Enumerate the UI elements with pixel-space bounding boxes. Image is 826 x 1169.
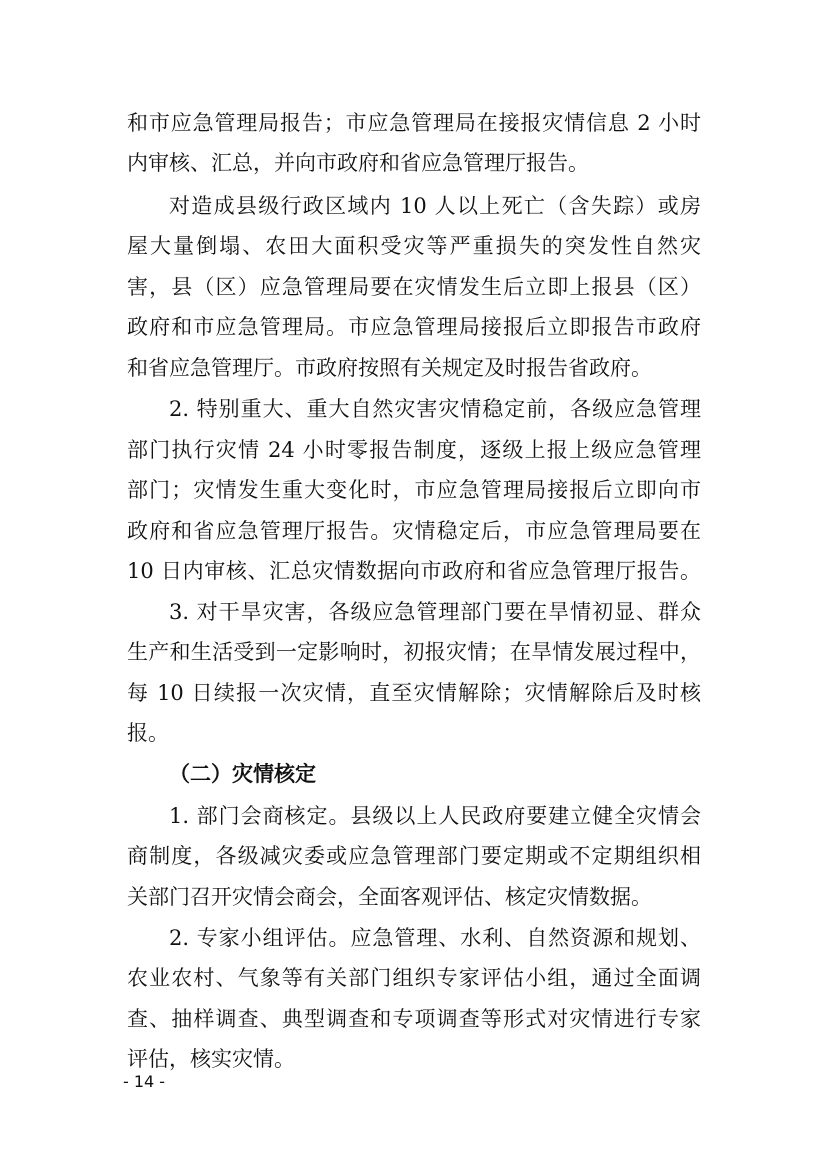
text-line: 和省应急管理厅。市政府按照有关规定及时报告省政府。 bbox=[127, 356, 652, 380]
text-line: 查、抽样调查、典型调查和专项调查等形式对灾情进行专家 bbox=[127, 1007, 701, 1031]
paragraph-first-line: 1. 部门会商核定。县级以上人民政府要建立健全灾情会 bbox=[169, 804, 701, 828]
paragraph-first-line: 3. 对干旱灾害，各级应急管理部门要在旱情初显、群众 bbox=[169, 600, 701, 624]
text-line: 政府和省应急管理厅报告。灾情稳定后，市应急管理局要在 bbox=[127, 519, 701, 543]
section-heading: （二）灾情核定 bbox=[169, 762, 316, 786]
text-line: 商制度，各级减灾委或应急管理部门要定期或不定期组织相 bbox=[127, 844, 701, 868]
text-line: 政府和市应急管理局。市应急管理局接报后立即报告市政府 bbox=[127, 315, 701, 339]
text-line: 内审核、汇总，并向市政府和省应急管理厅报告。 bbox=[127, 151, 589, 175]
paragraph-first-line: 2. 专家小组评估。应急管理、水利、自然资源和规划、 bbox=[169, 926, 701, 950]
text-line: 部门；灾情发生重大变化时，市应急管理局接报后立即向市 bbox=[127, 478, 701, 502]
text-line: 评估，核实灾情。 bbox=[127, 1047, 295, 1071]
text-line: 害，县（区）应急管理局要在灾情发生后立即上报县（区） bbox=[127, 275, 701, 299]
text-line: 报。 bbox=[127, 721, 169, 745]
text-line: 10 日内审核、汇总灾情数据向市政府和省应急管理厅报告。 bbox=[127, 559, 701, 583]
text-line: 农业农村、气象等有关部门组织专家评估小组，通过全面调 bbox=[127, 966, 701, 990]
text-line: 屋大量倒塌、农田大面积受灾等严重损失的突发性自然灾 bbox=[127, 234, 701, 258]
text-line: 部门执行灾情 24 小时零报告制度，逐级上报上级应急管理 bbox=[127, 438, 701, 462]
text-line: 每 10 日续报一次灾情，直至灾情解除；灾情解除后及时核 bbox=[127, 681, 701, 705]
text-line: 和市应急管理局报告；市应急管理局在接报灾情信息 2 小时 bbox=[127, 111, 701, 135]
paragraph-first-line: 2. 特别重大、重大自然灾害灾情稳定前，各级应急管理 bbox=[169, 397, 701, 421]
text-line: 生产和生活受到一定影响时，初报灾情；在旱情发展过程中， bbox=[127, 640, 701, 664]
paragraph-first-line: 对造成县级行政区域内 10 人以上死亡（含失踪）或房 bbox=[169, 194, 701, 218]
page-number: - 14 - bbox=[123, 1072, 166, 1091]
text-line: 关部门召开灾情会商会，全面客观评估、核定灾情数据。 bbox=[127, 885, 652, 909]
